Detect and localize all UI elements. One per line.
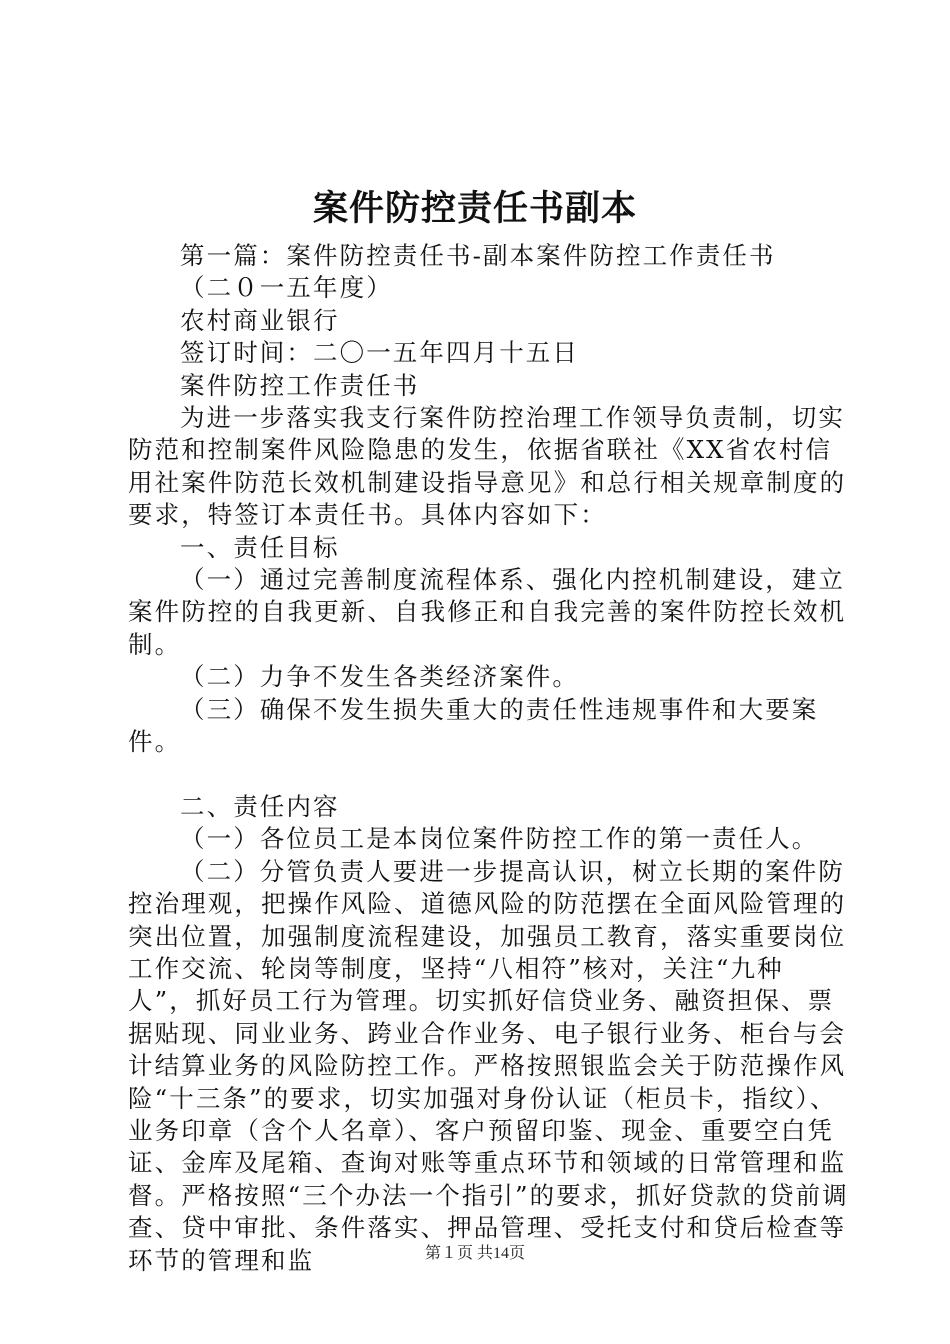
goal-item-3: （三）确保不发生损失重大的责任性违规事件和大要案件。 (128, 694, 819, 757)
bank-name: 农村商业银行 (180, 305, 340, 335)
content-item-1: （一）各位员工是本岗位案件防控工作的第一责任人。 (180, 824, 819, 854)
document-body (128, 240, 850, 1277)
section-heading-content: 二、责任内容 (180, 791, 340, 821)
content-item-2: （二）分管负责人要进一步提高认识，树立长期的案件防控治理观，把操作风险、道德风险的防范摆在全面风险管理的突出位置，加强制度流程建设，加强员工教育，落实重要岗位工作交流、轮岗等制度，坚持“八相符”核对，关注“九种人”，抓好员工行为管理。切实抓好信贷业务、融资担保、票据贴现、同业业务、跨业合作业务、电子银行业务、柜台与会计结算业务的风险防控工作。严格按照银监会关于防范操作风险“十三条”的要求，切实加强对身份认证（柜员卡，指纹）、业务印章（含个人名章）、客户预留印鉴、现金、重要空白凭证、金库及尾箱、查询对账等重点环节和领域的日常管理和监督。严格按照“三个办法一个指引”的要求，抓好贷款的贷前调查、贷中审批、条件落实、押品管理、受托支付和贷后检查等环节的管理和监 (128, 856, 849, 1275)
chapter-heading: 第一篇：案件防控责任书-副本案件防控工作责任书 (180, 241, 776, 270)
goal-item-2: （二）力争不发生各类经济案件。 (180, 662, 579, 692)
intro-paragraph: 为进一步落实我支行案件防控治理工作领导负责制，切实防范和控制案件风险隐患的发生，依据省联社《XX省农村信用社案件防范长效机制建设指导意见》和总行相关规章制度的要求，特签订本责任书。具体内容如下： (128, 403, 847, 530)
signing-date: 签订时间：二〇一五年四月十五日 (180, 338, 579, 368)
section-heading-goals: 一、责任目标 (180, 532, 340, 562)
doc-subtitle: 案件防控工作责任书 (180, 370, 420, 400)
blank-line (128, 759, 850, 791)
year-line: （二０一五年度） (180, 273, 393, 303)
document-title: 案件防控责任书副本 (312, 188, 637, 229)
goal-item-1: （一）通过完善制度流程体系、强化内控机制建设，建立案件防控的自我更新、自我修正和自我完善的案件防控长效机制。 (128, 565, 847, 659)
page-footer: 第１页 共14页 (424, 1245, 525, 1262)
